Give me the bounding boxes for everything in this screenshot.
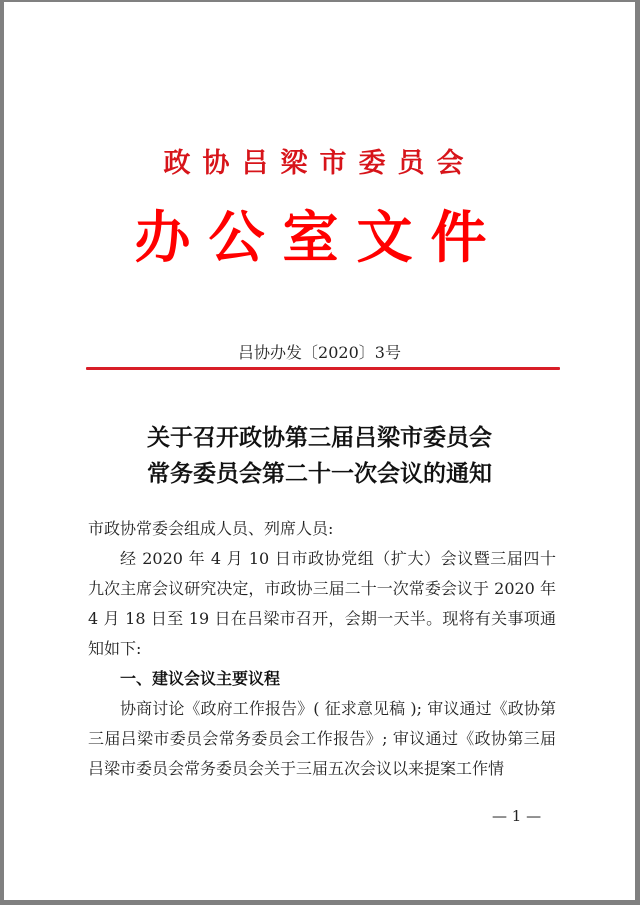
paragraph-2: 协商讨论《政府工作报告》( 征求意见稿 ); 审议通过《政协第三届吕梁市委员会常务委员会工作报告》; 审议通过《政协第三届吕梁市委员会常务委员会关于三届五次会议以来提案工作情 (88, 699, 556, 778)
document-number: 吕协办发〔2020〕3号 (238, 343, 401, 362)
document-page (4, 2, 635, 900)
document-title (4, 420, 635, 492)
red-divider-line (86, 367, 560, 370)
paragraph-1: 经 2020 年 4 月 10 日市政协党组（扩大）会议暨三届四十九次主席会议研究决定，市政协三届二十一次常委会议于 2020 年 4 月 18 日至 19 日在吕梁市召开，会期一天半。现将有关事项通知如下: (88, 549, 556, 658)
section-heading-1: 一、建议会议主要议程 (120, 669, 281, 688)
title-line-1: 关于召开政协第三届吕梁市委员会 (147, 424, 492, 451)
page-number: — 1 — (492, 807, 542, 825)
document-body (88, 514, 556, 784)
document-type-header: 办公室文件 (134, 205, 505, 271)
org-name-header: 政协吕梁市委员会 (163, 148, 476, 179)
salutation: 市政协常委会组成人员、列席人员: (88, 519, 334, 538)
title-line-2: 常务委员会第二十一次会议的通知 (147, 460, 492, 487)
